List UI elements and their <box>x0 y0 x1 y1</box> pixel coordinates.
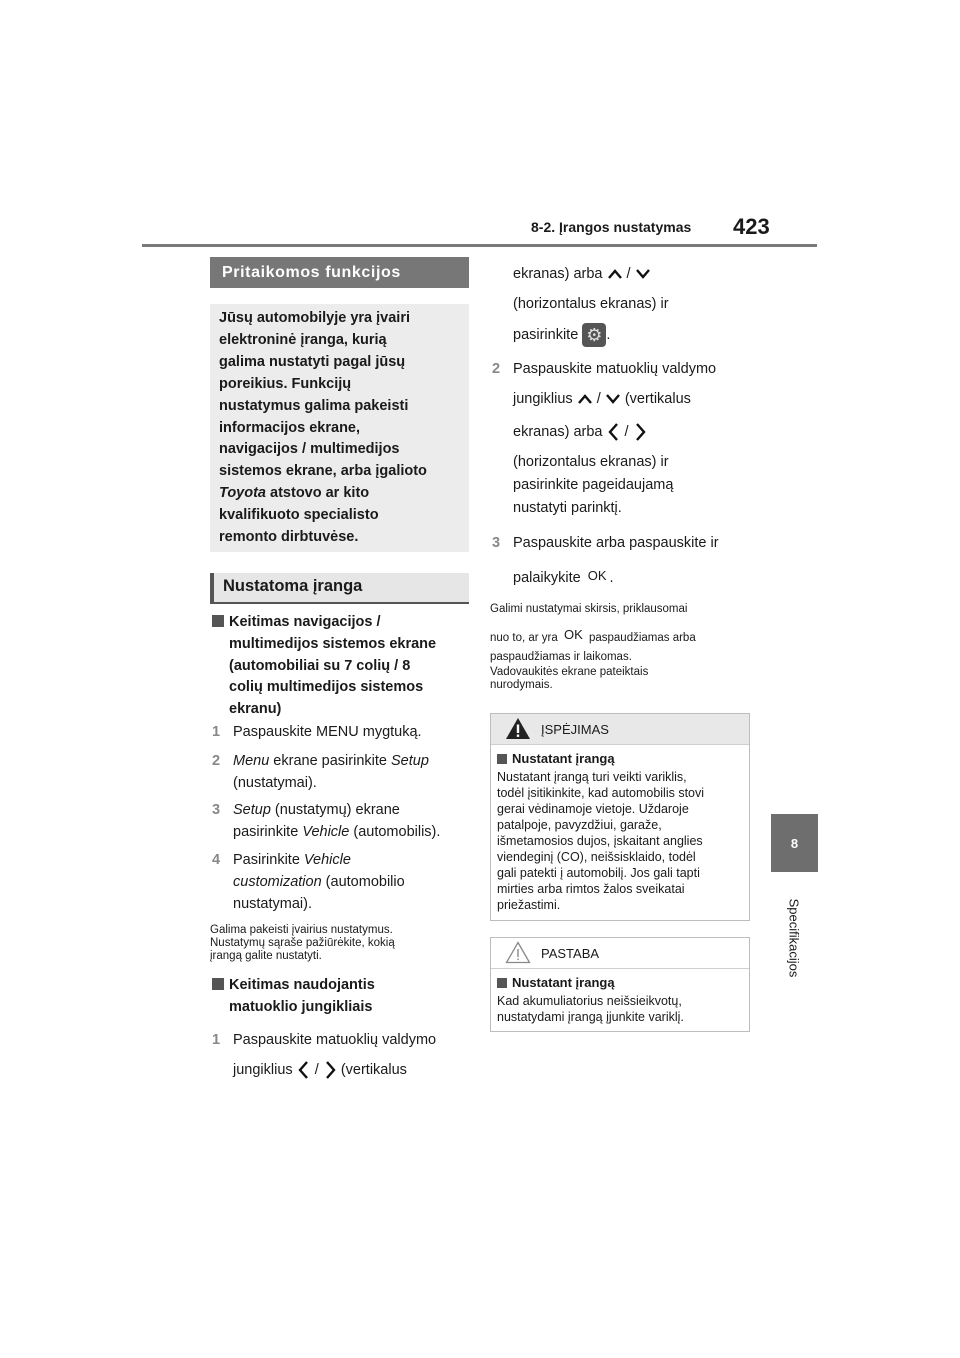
chevron-left-icon <box>297 1060 311 1080</box>
meter-step-3: 3 Paspauskite arba paspauskite ir palaikykite OK . <box>492 535 719 586</box>
chevron-left-icon <box>607 422 621 442</box>
brand-name: Toyota <box>219 485 266 502</box>
meter-section-title: Keitimas naudojantis matuoklio jungikliais <box>212 975 472 1019</box>
nustatoma-heading: Nustatoma įranga <box>210 573 469 604</box>
meter-step-1: 1 Paspauskite matuoklių valdymo jungiklius / (vertikalus <box>212 1029 472 1089</box>
nav-step-4: 4 Pasirinkite Vehicle customization (automobilio nustatymai). <box>212 852 405 912</box>
chevron-down-icon <box>605 392 621 406</box>
chapter-tab: 8 <box>771 814 818 872</box>
warning-text: Nustatant įrangą turi veikti variklis, todėl įsitikinkite, kad automobilis stovi gerai vėdinamoje vietoje. Uždaroje patalpoje, pavyzdžiui, garaže, išmetamosios dujos, įskaitant anglies viendeginį (CO), neišsisklaido, todėl gali patekti į automobilį. Jos gali tapti mirties arba rimtos žalos sveikatai priežastimi. <box>497 770 705 912</box>
bullet-square-icon <box>497 754 507 764</box>
meter-note: Galimi nustatymai skirsis, priklausomai nuo to, ar yra OK paspaudžiamas arba paspaudžiamas ir laikomas. Vadovaukitės ekrane pateiktais nurodymais. <box>490 603 696 691</box>
nav-note: Galima pakeisti įvairius nustatymus. Nustatymų sąraše pažiūrėkite, kokią įrangą galite nustatyti. <box>210 924 395 962</box>
warning-box: ĮSPĖJIMAS Nustatant įrangą Nustatant įrangą turi veikti variklis, todėl įsitikinkite, kad automobilis stovi gerai vėdinamoje vietoje. Uždaroje patalpoje, pavyzdžiui, garaže, išmetamosios dujos, įskaitant anglies viendeginį (CO), neišsisklaido, todėl gali patekti į automobilį. Jos gali tapti mirties arba rimtos žalos sveikatai priežastimi. <box>490 713 750 921</box>
ok-button-icon: OK <box>587 568 607 583</box>
note-title: PASTABA <box>541 946 600 961</box>
nav-step-3: 3 Setup (nustatymų) ekrane pasirinkite Vehicle (automobilis). <box>212 802 441 840</box>
intro-box: Jūsų automobilyje yra įvairi elektroninė įranga, kurią galima nustatyti pagal jūsų poreikius. Funkcijų nustatymus galima pakeisti informacijos ekrane, navigacijos / multimedijos sistemos ekrane, arba įgalioto Toyota atstovo ar kito kvalifikuoto specialisto remonto dirbtuvėse. <box>210 304 469 552</box>
pritaikomos-heading: Pritaikomos funkcijos <box>210 257 469 288</box>
nav-section-title: Keitimas navigacijos / multimedijos sistemos ekrane (automobiliai su 7 colių / 8 colių multimedijos sistemos ekranu) <box>212 612 472 721</box>
chevron-down-icon <box>635 267 651 281</box>
bullet-square-icon <box>212 978 224 990</box>
nav-step-1: 1 Paspauskite MENU mygtuką. <box>212 724 422 740</box>
chapter-label: Specifikacijos <box>786 898 802 978</box>
meter-step-2: 2 Paspauskite matuoklių valdymo jungiklius / (vertikalus ekranas) arba / (horizontalus ekranas) ir pasirinkite pageidaujamą nustatyti parinktį. <box>492 361 717 516</box>
chevron-up-icon <box>577 392 593 406</box>
meter-step-1-cont: ekranas) arba / (horizontalus ekranas) ir pasirinkite ⚙ . <box>492 263 752 347</box>
warning-title: ĮSPĖJIMAS <box>541 722 609 737</box>
chevron-right-icon <box>633 422 647 442</box>
section-title: 8-2. Įrangos nustatymas <box>531 219 692 235</box>
ok-button-icon: OK <box>563 627 583 642</box>
header-rule <box>142 244 817 247</box>
nav-step-2: 2 Menu ekrane pasirinkite Setup (nustatymai). <box>212 753 429 791</box>
caution-triangle-icon <box>505 941 531 964</box>
warning-triangle-icon <box>505 717 531 740</box>
chevron-up-icon <box>607 267 623 281</box>
page-number: 423 <box>733 214 770 239</box>
note-box: PASTABA Nustatant įrangą Kad akumuliatorius neišsieikvotų, nustatydami įrangą įjunkite variklį. <box>490 937 750 1032</box>
note-text: Kad akumuliatorius neišsieikvotų, nustatydami įrangą įjunkite variklį. <box>497 994 684 1024</box>
bullet-square-icon <box>497 978 507 988</box>
settings-gear-icon <box>582 323 606 347</box>
bullet-square-icon <box>212 615 224 627</box>
chevron-right-icon <box>323 1060 337 1080</box>
